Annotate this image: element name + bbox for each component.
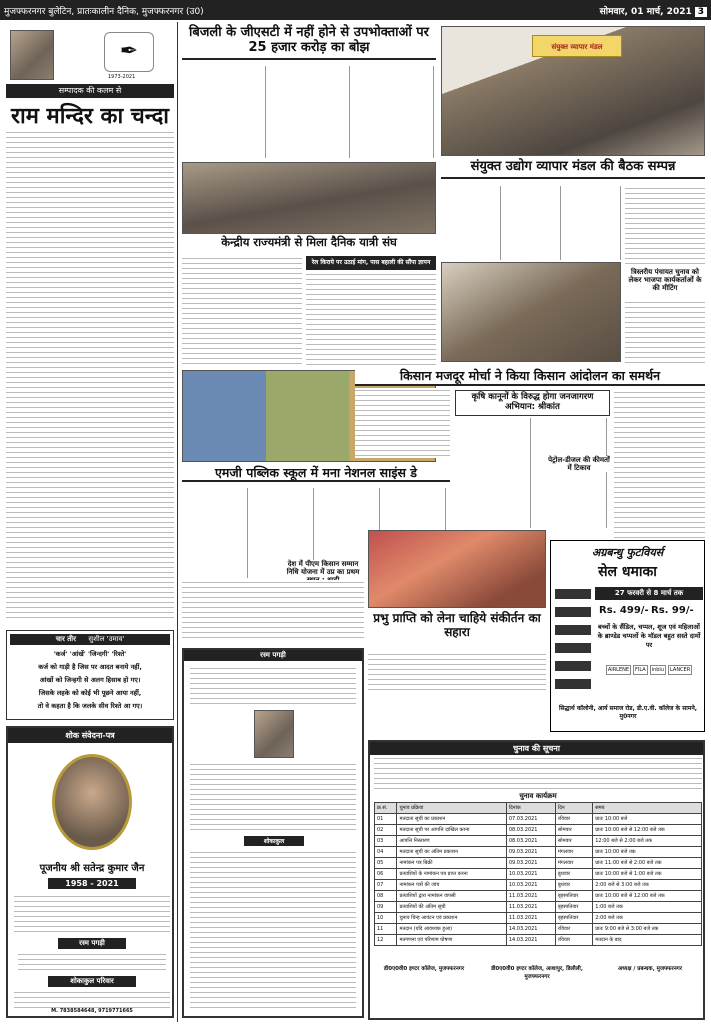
headline-electricity-gst: बिजली के जीएसटी में नहीं होने से उपभोक्ताओं पर 25 हजार करोड़ का बोझ — [182, 26, 436, 60]
editor-block — [6, 26, 174, 96]
sankirtan-photo — [368, 530, 546, 608]
sankirtan-body — [368, 652, 546, 692]
agri-body — [455, 418, 610, 528]
col-header: क्र.सं. — [375, 803, 397, 814]
headline-sankirtan: प्रभु प्राप्ति को लेना चाहिये संकीर्तन का सहारा — [373, 611, 541, 639]
rail-story-body-2 — [306, 272, 436, 366]
table-row: 09 प्रत्याशियों की अंतिम सूची 11.03.2021 बृहस्पतिवार 1:00 बजे तक — [375, 902, 702, 913]
bjp-meeting-photo — [441, 262, 621, 362]
date-page: सोमवार, 01 मार्च, 2021 3 — [600, 4, 707, 17]
sign-right: अध्यक्ष / प्रबन्धक, मुजफ्फरनगर — [618, 966, 682, 972]
brand-logo: AIRLENE — [607, 667, 630, 673]
headline-rail-union: केन्द्रीय राज्यमंत्री से मिला दैनिक यात्री संघ — [221, 235, 397, 249]
poem-author: सुशील 'उमाव' — [88, 635, 125, 643]
col-header: दिनांक — [506, 803, 555, 814]
story-electricity-body — [182, 66, 436, 158]
family-names — [14, 990, 170, 1008]
poem-line: कर्ज को गाड़ी है जिस पर आदत बनाये नहीं, — [38, 663, 142, 671]
headline-agri-laws: कृषि कानूनों के विरुद्ध होगा जनजागरण अभियान: श्रीकांत — [455, 390, 610, 416]
column-divider — [177, 22, 178, 1022]
deceased-name: पूजनीय श्री सतेन्द्र कुमार जैन — [39, 863, 145, 874]
rasm-pagdi-title: रस्म पगड़ी — [184, 650, 362, 661]
family-label: शोकाकुल परिवार — [48, 976, 136, 987]
brand-logo: FILA — [635, 667, 646, 673]
ad-address: सिद्धार्थ कॉलोनी, आर्य समाज रोड, डी.ए.वी. कॉलेज के सामने, मु0नगर — [558, 705, 698, 720]
brand-logo: inblu — [651, 667, 664, 673]
poem-line: 'कर्ज' 'आंखें' 'जिन्दगी' 'रिश्ते' — [53, 650, 127, 658]
trade-story-body — [441, 186, 621, 260]
poem-title: चार तीर — [55, 635, 76, 643]
headline-panchayat: त्रिस्तरीय पंचायत चुनाव को लेकर भाजपा कार्यकर्ताओं के की मीटिंग — [628, 268, 702, 293]
shoe-images — [555, 585, 591, 695]
table-row: 11 मतदान (यदि आवश्यक हुआ) 14.03.2021 रविवार प्रातः 9:00 बजे से 3:00 बजे तक — [375, 924, 702, 935]
condolence-title: शोक संवेदना-पत्र — [8, 728, 172, 743]
rail-story-body — [182, 256, 302, 366]
page-header — [0, 0, 711, 20]
headline-trade-meeting: संयुक्त उद्योग व्यापार मंडल की बैठक सम्पन्न — [441, 160, 705, 179]
election-intro — [374, 756, 702, 790]
ad-price-1: Rs. 499/- — [599, 605, 649, 616]
headline-pm-kisan: देश में पीएम किसान सम्मान निधि योजना में उप्र का प्रथम — [283, 560, 363, 584]
ad-sale: सेल धमाका — [598, 564, 657, 580]
headline-petrol: पेट्रोल-डीजल की कीमतों में टिकाव — [548, 456, 610, 473]
ad-price-2: Rs. 99/- — [651, 605, 694, 616]
family-phone: M. 7838584648, 9719771665 — [51, 1008, 133, 1014]
election-notice — [368, 740, 705, 1020]
banner-text: संयुक्त व्यापार मंडल — [532, 35, 622, 57]
panchayat-body — [625, 300, 705, 366]
rasm-intro — [190, 666, 356, 706]
condolence-text — [14, 894, 170, 934]
pen-logo-icon: ✒ — [104, 32, 154, 72]
table-row: 03 आपत्ति निस्तारण 08.03.2021 सोमवार 12:00 बजे से 2:00 बजे तक — [375, 836, 702, 847]
table-row: 12 मतगणना एवं परिणाम घोषणा 14.03.2021 रविवार मतदान के बाद — [375, 935, 702, 946]
bjp-intro — [625, 186, 705, 266]
ad-dates: 27 फरवरी से 8 मार्च तक — [595, 587, 703, 600]
ad-brand-logos — [595, 665, 703, 675]
rail-subheadline: रेल किराये पर उठाई मांग, पास बहाली की सौंपा ज्ञापन — [306, 256, 436, 270]
election-title: चुनाव की सूचना — [370, 742, 703, 755]
table-row: 02 मतदाता सूची पर आपत्ति दाखिल करना 08.03.2021 सोमवार प्रातः 10:00 बजे से 12:00 बजे तक — [375, 825, 702, 836]
meeting-photo — [441, 26, 705, 156]
sign-left: डी0ए0वी0 इण्टर कॉलेज, मुजफ्फरनगर — [383, 966, 465, 972]
poem-line: तो वे कहता है कि जलके सीव रिश्ते आ गए। — [37, 702, 143, 710]
rasm-family-label: शोकाकुल — [244, 836, 304, 846]
deceased-years: 1958 - 2021 — [48, 878, 136, 889]
deceased-photo — [52, 754, 132, 850]
poem-line: आंखों को जिन्हगी से अलग हिसाब हो गए। — [39, 676, 141, 684]
table-row: 07 नामांकन पत्रों की जांच 10.03.2021 बुधवार 2:00 बजे से 3:00 बजे तक — [375, 880, 702, 891]
ad-description: बच्चों के सैंडिल, चप्पल, शूज एवं महिलाओं के ब्राण्डेड चप्पलों के मॉडल बहुत सस्ते दामों पर — [597, 623, 701, 649]
rasm-label: रस्म पगड़ी — [58, 938, 126, 949]
pm-kisan-body — [182, 580, 364, 640]
table-row: 01 मतदाता सूची का प्रकाशन 07.03.2021 रविवार प्रातः 10:00 बजे — [375, 814, 702, 825]
right-body — [614, 390, 705, 540]
rasm-text — [190, 762, 356, 832]
table-row: 08 प्रत्याशियों द्वारा नामांकन वापसी 11.03.2021 बृहस्पतिवार प्रातः 10:00 बजे से 12:00 बजे तक — [375, 891, 702, 902]
footwear-ad — [550, 540, 705, 732]
rasm-photo — [254, 710, 294, 758]
condolence-box — [6, 726, 174, 1018]
editorial-body — [6, 130, 174, 620]
col-header: दिन — [555, 803, 592, 814]
rasm-names — [190, 850, 356, 1010]
poem-line: जिसके लहके को कोई भी पूछने आया नहीं, — [38, 689, 142, 697]
rasm-pagdi-box — [182, 648, 364, 1018]
ad-brand: अग्रबन्धु फुटवियर्स — [591, 546, 664, 559]
kisan-body — [355, 388, 450, 458]
schedule-header-row — [375, 803, 702, 814]
brand-logo: LANCER — [670, 667, 691, 673]
table-row: 05 नामांकन पत्र बिक्री 09.03.2021 मंगलवार प्रातः 11:00 बजे से 2:00 बजे तक — [375, 858, 702, 869]
col-header: समय — [593, 803, 702, 814]
rail-meeting-photo — [182, 162, 436, 234]
masthead-text: मुजफ्फरनगर बुलेटिन, प्रातःकालीन दैनिक, मुजफ्फरनगर (उ0) — [4, 7, 204, 17]
editorial-headline: राम मन्दिर का चन्दा — [11, 104, 169, 129]
editor-photo — [10, 30, 54, 80]
col-header: चुनाव प्रक्रिया — [397, 803, 506, 814]
rasm-details — [18, 952, 166, 974]
schedule-title: चुनाव कार्यक्रम — [519, 792, 557, 800]
table-row: 06 प्रत्याशियों के नामांकन पत्र प्राप्त करना 10.03.2021 बुधवार प्रातः 10:00 बजे से 1:00 बजे तक — [375, 869, 702, 880]
sign-middle: डी0ए0वी0 इण्टर कॉलेज, आशापुर, डिलौली, मुजफ्फरनगर — [491, 966, 583, 980]
table-row: 04 मतदाता सूची का अंतिम प्रकाशन 09.03.2021 मंगलवार प्रातः 10:00 बजे तक — [375, 847, 702, 858]
table-row: 10 चुनाव चिन्ह आवंटन एवं प्रकाशन 11.03.2021 बृहस्पतिवार 2:00 बजे तक — [375, 913, 702, 924]
headline-kisan-morcha: किसान मजदूर मोर्चा ने किया किसान आंदोलन का समर्थन — [355, 368, 705, 386]
headline-science-day: एमजी पब्लिक स्कूल में मना नेशनल साइंस डे — [182, 466, 450, 482]
schedule-table — [374, 802, 702, 946]
poem-box — [6, 630, 174, 720]
editor-title: सम्पादक की कलम से — [6, 84, 174, 98]
editor-years: 1973-2021 — [108, 74, 136, 80]
page-number: 3 — [695, 7, 707, 17]
